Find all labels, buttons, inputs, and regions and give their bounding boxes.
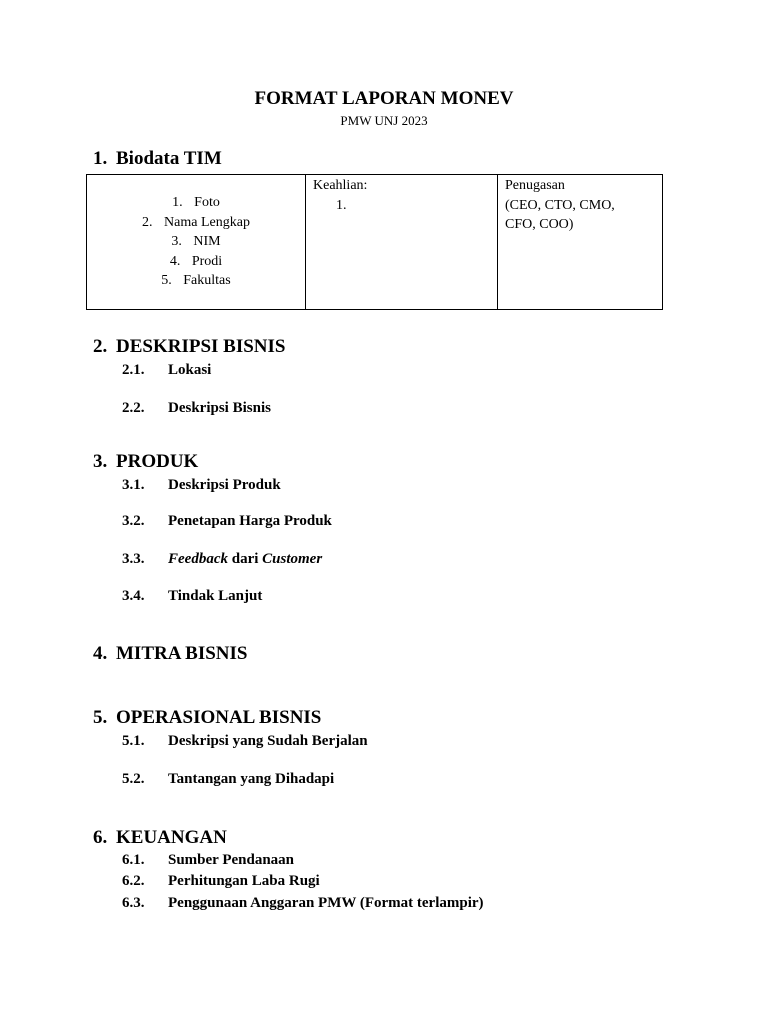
- document-subtitle: PMW UNJ 2023: [340, 113, 428, 128]
- subsection-item: 2.2. Deskripsi Bisnis: [122, 400, 271, 416]
- subsection-item: 2.1. Lokasi: [122, 362, 212, 378]
- document-title: FORMAT LAPORAN MONEV: [254, 88, 514, 109]
- subsection-item: 3.3. Feedback dari Customer: [122, 551, 323, 567]
- subsection-item: 5.1. Deskripsi yang Sudah Berjalan: [122, 733, 368, 749]
- subsection-item: 6.2. Perhitungan Laba Rugi: [122, 873, 320, 889]
- biodata-fields-cell: [87, 175, 306, 310]
- section-heading-mitra-bisnis: 4. MITRA BISNIS: [93, 643, 248, 664]
- biodata-field-item: 1. Foto: [172, 195, 220, 210]
- roles-cell: [498, 175, 663, 310]
- biodata-table: [86, 174, 663, 310]
- biodata-field-item: 2. Nama Lengkap: [142, 214, 250, 230]
- subsection-item: 6.3. Penggunaan Anggaran PMW (Format terlampir): [122, 895, 484, 911]
- biodata-field-item: 3. NIM: [171, 234, 221, 249]
- section-heading-deskripsi-bisnis: 2. DESKRIPSI BISNIS: [93, 336, 286, 357]
- section-heading-biodata: 1. Biodata TIM: [93, 148, 222, 169]
- subsection-item: 3.1. Deskripsi Produk: [122, 477, 281, 493]
- section-heading-operasional-bisnis: 5. OPERASIONAL BISNIS: [93, 707, 322, 728]
- roles-line: CFO, COO): [505, 217, 574, 232]
- subsection-item: 6.1. Sumber Pendanaan: [122, 852, 295, 868]
- roles-header: Penugasan: [505, 178, 565, 193]
- section-heading-produk: 3. PRODUK: [93, 451, 199, 472]
- subsection-item: 3.4. Tindak Lanjut: [122, 588, 263, 604]
- biodata-field-item: 5. Fakultas: [161, 273, 231, 288]
- subsection-item: 3.2. Penetapan Harga Produk: [122, 513, 332, 529]
- subsection-item: 5.2. Tantangan yang Dihadapi: [122, 771, 335, 787]
- section-heading-keuangan: 6. KEUANGAN: [93, 827, 227, 848]
- biodata-field-item: 4. Prodi: [169, 253, 223, 269]
- roles-line: (CEO, CTO, CMO,: [505, 197, 615, 213]
- skills-header: Keahlian:: [313, 178, 368, 193]
- skills-item: 1.: [336, 197, 347, 213]
- skills-cell: [306, 175, 498, 310]
